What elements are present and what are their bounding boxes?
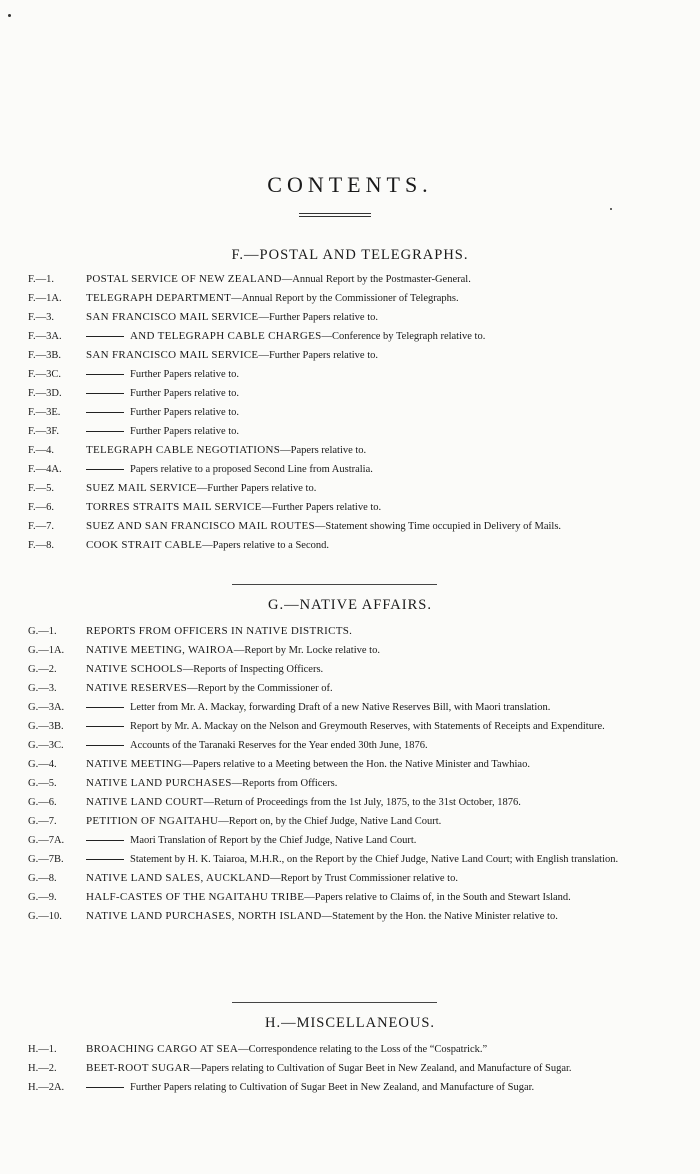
entry-description: Further Papers relative to. [130, 407, 240, 418]
entry-text [86, 777, 700, 790]
ditto-dash [86, 859, 124, 860]
entry-text [86, 872, 700, 885]
entry-code: G.—9. [28, 892, 57, 903]
entry-subject: SAN FRANCISCO MAIL SERVICE [86, 311, 259, 323]
entry-text [86, 311, 700, 324]
entry-description: —Annual Report by the Postmaster-General. [281, 274, 471, 285]
contents-entry [0, 1081, 700, 1094]
ditto-dash [86, 412, 124, 413]
entry-text [86, 815, 700, 828]
contents-entry [0, 292, 700, 305]
entry-code: H.—2A. [28, 1082, 65, 1093]
contents-entry [0, 387, 700, 400]
entry-description: —Further Papers relative to. [196, 483, 317, 494]
entry-subject: BEET-ROOT SUGAR [86, 1062, 191, 1074]
contents-entry [0, 349, 700, 362]
entry-subject: POSTAL SERVICE OF NEW ZEALAND [86, 273, 282, 285]
contents-entry [0, 368, 700, 381]
entry-code: F.—3A. [28, 331, 62, 342]
entry-description: Further Papers relative to. [130, 426, 240, 437]
entry-code: F.—3B. [28, 350, 62, 361]
section-separator [232, 1002, 437, 1003]
entry-description: —Conference by Telegraph relative to. [321, 331, 486, 342]
contents-entry [0, 834, 700, 847]
entry-code: G.—10. [28, 911, 62, 922]
entry-text [86, 520, 700, 533]
entry-description: —Papers relative to a Meeting between the Hon. the Native Minister and Tawhiao. [182, 759, 530, 770]
entry-description: —Report by Mr. Locke relative to. [233, 645, 380, 656]
entry-text [86, 1043, 700, 1056]
entry-text [86, 739, 700, 752]
entry-text [86, 482, 700, 495]
section-f-entries [0, 273, 700, 558]
entry-subject: REPORTS FROM OFFICERS IN NATIVE DISTRICTS. [86, 625, 353, 637]
ditto-dash [86, 707, 124, 708]
entry-code: F.—7. [28, 521, 54, 532]
entry-description: —Statement by the Hon. the Native Minister relative to. [321, 911, 558, 922]
entry-text [86, 406, 700, 419]
entry-code: G.—7B. [28, 854, 64, 865]
entry-subject: AND TELEGRAPH CABLE CHARGES [130, 330, 322, 342]
contents-entry [0, 739, 700, 752]
page-title: CONTENTS. [267, 172, 433, 197]
entry-text [86, 425, 700, 438]
entry-description: Papers relative to a proposed Second Line from Australia. [130, 464, 373, 475]
contents-entry [0, 853, 700, 866]
ditto-dash [86, 431, 124, 432]
contents-entry [0, 425, 700, 438]
entry-code: F.—3C. [28, 369, 62, 380]
entry-subject: SUEZ AND SAN FRANCISCO MAIL ROUTES [86, 520, 315, 532]
contents-entry [0, 444, 700, 457]
entry-subject: NATIVE LAND PURCHASES [86, 777, 232, 789]
contents-entry [0, 644, 700, 657]
entry-description: —Report on, by the Chief Judge, Native Land Court. [218, 816, 442, 827]
ink-speck [610, 208, 612, 210]
entry-code: F.—8. [28, 540, 54, 551]
section-g-entries [0, 625, 700, 929]
entry-code: G.—4. [28, 759, 57, 770]
contents-entry [0, 406, 700, 419]
entry-code: H.—1. [28, 1044, 57, 1055]
entry-description: Further Papers relative to. [130, 369, 240, 380]
entry-description: Accounts of the Taranaki Reserves for the Year ended 30th June, 1876. [130, 740, 428, 751]
entry-description: —Reports of Inspecting Officers. [182, 664, 324, 675]
entry-code: G.—2. [28, 664, 57, 675]
entry-subject: BROACHING CARGO AT SEA [86, 1043, 239, 1055]
ditto-dash [86, 469, 124, 470]
ditto-dash [86, 336, 124, 337]
contents-entry [0, 501, 700, 514]
contents-entry [0, 891, 700, 904]
entry-code: F.—3E. [28, 407, 61, 418]
entry-text [86, 368, 700, 381]
contents-entry [0, 1062, 700, 1075]
entry-code: G.—7. [28, 816, 57, 827]
ditto-dash [86, 840, 124, 841]
entry-subject: TELEGRAPH DEPARTMENT [86, 292, 232, 304]
contents-entry [0, 796, 700, 809]
entry-subject: NATIVE LAND PURCHASES, NORTH ISLAND [86, 910, 322, 922]
entry-subject: NATIVE MEETING [86, 758, 183, 770]
entry-text [86, 292, 700, 305]
section-heading-g: G.—NATIVE AFFAIRS. [268, 597, 432, 613]
entry-description: —Papers relative to a Second. [202, 540, 329, 551]
contents-entry [0, 520, 700, 533]
entry-description: Further Papers relative to. [130, 388, 240, 399]
entry-description: —Reports from Officers. [231, 778, 338, 789]
contents-entry [0, 482, 700, 495]
entry-description: —Correspondence relating to the Loss of the “Cospatrick.” [238, 1044, 488, 1055]
entry-description: Maori Translation of Report by the Chief Judge, Native Land Court. [130, 835, 417, 846]
entry-code: G.—3A. [28, 702, 65, 713]
title-rule [299, 216, 371, 217]
entry-code: G.—8. [28, 873, 57, 884]
entry-code: F.—3. [28, 312, 54, 323]
entry-code: G.—3C. [28, 740, 64, 751]
entry-subject: NATIVE LAND SALES, AUCKLAND [86, 872, 271, 884]
entry-description: —Papers relative to Claims of, in the South and Stewart Island. [304, 892, 571, 903]
ink-speck [8, 14, 11, 17]
entry-text [86, 853, 700, 866]
title-rule [299, 213, 371, 214]
entry-subject: NATIVE SCHOOLS [86, 663, 183, 675]
entry-code: G.—6. [28, 797, 57, 808]
entry-code: G.—1. [28, 626, 57, 637]
section-h-entries [0, 1043, 700, 1100]
contents-entry [0, 777, 700, 790]
entry-code: F.—3D. [28, 388, 62, 399]
entry-code: G.—7A. [28, 835, 65, 846]
entry-description: —Papers relating to Cultivation of Sugar Beet in New Zealand, and Manufacture of Sugar. [190, 1063, 572, 1074]
entry-text [86, 663, 700, 676]
contents-entry [0, 682, 700, 695]
entry-text [86, 796, 700, 809]
entry-text [86, 501, 700, 514]
entry-subject: NATIVE RESERVES [86, 682, 188, 694]
entry-subject: TORRES STRAITS MAIL SERVICE [86, 501, 262, 513]
entry-code: F.—4A. [28, 464, 62, 475]
entry-description: —Further Papers relative to. [258, 350, 379, 361]
entry-code: F.—3F. [28, 426, 59, 437]
section-heading-f: F.—POSTAL AND TELEGRAPHS. [231, 247, 469, 263]
contents-entry [0, 1043, 700, 1056]
entry-text [86, 463, 700, 476]
entry-text [86, 539, 700, 552]
entry-code: G.—3. [28, 683, 57, 694]
entry-subject: TELEGRAPH CABLE NEGOTIATIONS [86, 444, 281, 456]
entry-text [86, 273, 700, 286]
entry-text [86, 701, 700, 714]
entry-code: F.—1A. [28, 293, 62, 304]
entry-text [86, 682, 700, 695]
entry-text [86, 625, 700, 638]
entry-description: Statement by H. K. Taiaroa, M.H.R., on the Report by the Chief Judge, Native Land Court; with English translation. [130, 854, 619, 865]
ditto-dash [86, 726, 124, 727]
entry-subject: SAN FRANCISCO MAIL SERVICE [86, 349, 259, 361]
contents-entry [0, 720, 700, 733]
entry-text [86, 891, 700, 904]
section-heading-h: H.—MISCELLANEOUS. [264, 1015, 436, 1031]
contents-entry [0, 872, 700, 885]
entry-text [86, 758, 700, 771]
entry-text [86, 644, 700, 657]
entry-subject: SUEZ MAIL SERVICE [86, 482, 197, 494]
entry-text [86, 910, 700, 923]
entry-code: F.—5. [28, 483, 54, 494]
entry-code: G.—1A. [28, 645, 65, 656]
entry-text [86, 1081, 700, 1094]
entry-text [86, 330, 700, 343]
ditto-dash [86, 393, 124, 394]
contents-entry [0, 663, 700, 676]
contents-entry [0, 910, 700, 923]
entry-subject: PETITION OF NGAITAHU [86, 815, 219, 827]
contents-entry [0, 311, 700, 324]
entry-code: F.—4. [28, 445, 54, 456]
entry-description: —Annual Report by the Commissioner of Telegraphs. [231, 293, 459, 304]
entry-text [86, 444, 700, 457]
ditto-dash [86, 1087, 124, 1088]
entry-subject: COOK STRAIT CABLE [86, 539, 203, 551]
contents-entry [0, 463, 700, 476]
ditto-dash [86, 745, 124, 746]
contents-entry [0, 330, 700, 343]
entry-text [86, 834, 700, 847]
contents-entry [0, 815, 700, 828]
entry-code: G.—3B. [28, 721, 64, 732]
entry-text [86, 1062, 700, 1075]
entry-code: H.—2. [28, 1063, 57, 1074]
entry-subject: HALF-CASTES OF THE NGAITAHU TRIBE [86, 891, 305, 903]
contents-entry [0, 273, 700, 286]
contents-entry [0, 625, 700, 638]
entry-description: —Report by the Commissioner of. [187, 683, 333, 694]
contents-entry [0, 539, 700, 552]
entry-code: G.—5. [28, 778, 57, 789]
entry-description: Letter from Mr. A. Mackay, forwarding Draft of a new Native Reserves Bill, with Maori translation. [130, 702, 551, 713]
entry-description: —Further Papers relative to. [261, 502, 382, 513]
entry-text [86, 720, 700, 733]
entry-description: —Report by Trust Commissioner relative to. [270, 873, 458, 884]
entry-description: —Statement showing Time occupied in Delivery of Mails. [314, 521, 562, 532]
entry-text [86, 349, 700, 362]
ditto-dash [86, 374, 124, 375]
contents-entry [0, 701, 700, 714]
section-separator [232, 584, 437, 585]
entry-code: F.—1. [28, 274, 54, 285]
entry-description: —Return of Proceedings from the 1st July, 1875, to the 31st October, 1876. [203, 797, 521, 808]
entry-description: Report by Mr. A. Mackay on the Nelson and Greymouth Reserves, with Statements of Receipts and Expenditure. [130, 721, 605, 732]
entry-description: —Further Papers relative to. [258, 312, 379, 323]
entry-text [86, 387, 700, 400]
entry-subject: NATIVE MEETING, WAIROA [86, 644, 234, 656]
contents-entry [0, 758, 700, 771]
entry-description: Further Papers relating to Cultivation of Sugar Beet in New Zealand, and Manufacture of Sugar. [130, 1082, 535, 1093]
entry-subject: NATIVE LAND COURT [86, 796, 204, 808]
entry-description: —Papers relative to. [280, 445, 367, 456]
entry-code: F.—6. [28, 502, 54, 513]
